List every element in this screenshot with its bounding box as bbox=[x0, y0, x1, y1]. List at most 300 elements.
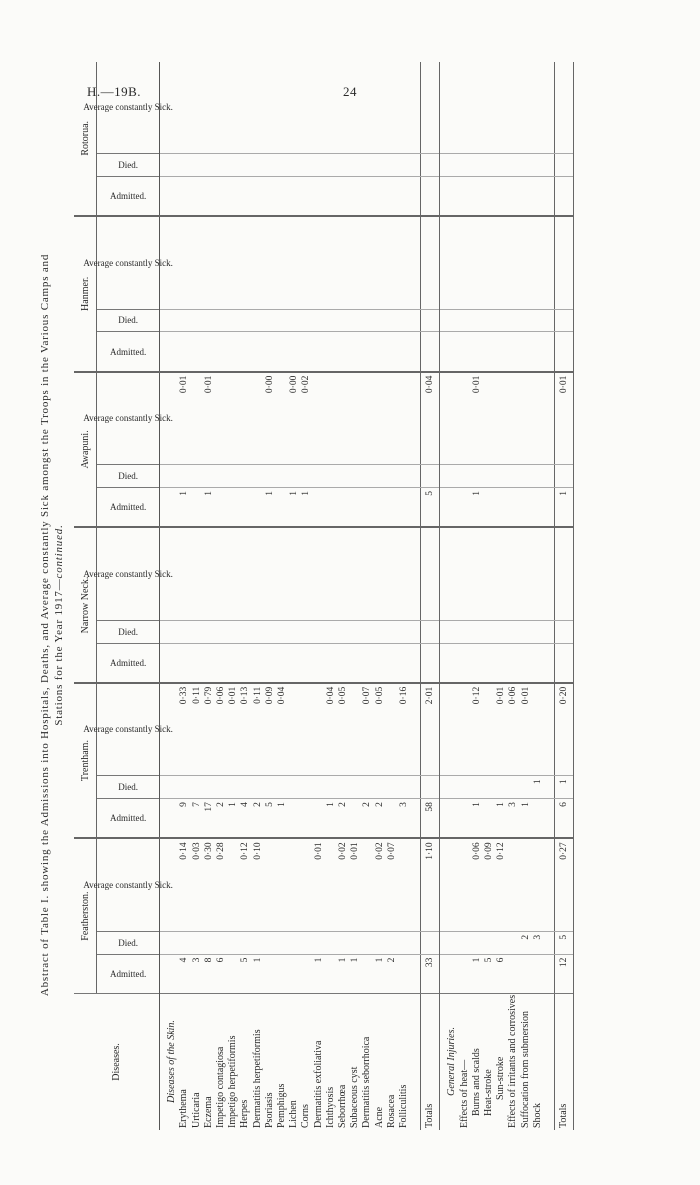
table-cell bbox=[227, 776, 239, 799]
table-cell bbox=[532, 838, 544, 931]
table-cell bbox=[421, 62, 440, 154]
table-cell: 6 bbox=[215, 954, 227, 993]
table-cell bbox=[555, 154, 574, 177]
table-cell bbox=[337, 776, 349, 799]
table-cell bbox=[264, 154, 276, 177]
table-cell bbox=[191, 527, 203, 620]
table-cell: 4 bbox=[239, 799, 251, 839]
table-cell bbox=[349, 372, 361, 465]
table-cell: 12 bbox=[555, 954, 574, 993]
table-cell bbox=[532, 620, 544, 643]
table-cell: 0·01 bbox=[203, 372, 215, 465]
table-cell bbox=[520, 216, 532, 309]
table-cell bbox=[160, 154, 179, 177]
table-cell bbox=[325, 487, 337, 527]
table-cell bbox=[410, 799, 421, 839]
table-cell bbox=[398, 372, 410, 465]
table-cell bbox=[459, 954, 471, 993]
table-cell: 0·01 bbox=[555, 372, 574, 465]
table-cell bbox=[361, 176, 373, 216]
column-subheader-label: Average constantly Sick. bbox=[83, 413, 173, 424]
table-cell bbox=[440, 838, 459, 931]
table-cell bbox=[203, 309, 215, 332]
table-cell: 0·05 bbox=[337, 683, 349, 776]
table-cell bbox=[313, 372, 325, 465]
table-cell bbox=[160, 465, 179, 488]
table-cell bbox=[386, 176, 398, 216]
table-cell bbox=[178, 465, 190, 488]
table-cell bbox=[349, 62, 361, 154]
table-cell: 1 bbox=[471, 487, 483, 527]
table-cell bbox=[264, 954, 276, 993]
table-cell bbox=[313, 216, 325, 309]
table-cell bbox=[386, 372, 398, 465]
table-cell bbox=[203, 332, 215, 372]
table-cell bbox=[215, 487, 227, 527]
table-cell bbox=[300, 620, 312, 643]
table-cell bbox=[178, 62, 190, 154]
table-cell bbox=[160, 309, 179, 332]
table-cell bbox=[252, 527, 264, 620]
spacer-row bbox=[544, 62, 555, 1130]
table-cell bbox=[471, 643, 483, 683]
table-cell bbox=[483, 487, 495, 527]
table-cell bbox=[544, 683, 555, 776]
table-cell bbox=[239, 216, 251, 309]
table-cell bbox=[160, 643, 179, 683]
table-cell bbox=[374, 309, 386, 332]
table-cell: 3 bbox=[191, 954, 203, 993]
table-cell bbox=[276, 643, 288, 683]
table-cell bbox=[532, 154, 544, 177]
sick-table bbox=[74, 62, 574, 1130]
table-cell bbox=[313, 799, 325, 839]
disease-name: Effects of irritants and corrosives bbox=[507, 994, 519, 1128]
table-cell bbox=[532, 643, 544, 683]
table-cell: 0·05 bbox=[374, 683, 386, 776]
table-cell: 1 bbox=[532, 776, 544, 799]
table-cell: 0·11 bbox=[252, 683, 264, 776]
table-cell: 5 bbox=[555, 931, 574, 954]
table-cell: 0·04 bbox=[276, 683, 288, 776]
table-cell bbox=[421, 309, 440, 332]
table-cell bbox=[459, 372, 471, 465]
column-subheader-label: Admitted. bbox=[110, 968, 147, 979]
table-cell bbox=[349, 643, 361, 683]
table-cell bbox=[239, 309, 251, 332]
table-cell: 2 bbox=[386, 954, 398, 993]
table-cell: 0·30 bbox=[203, 838, 215, 931]
table-cell bbox=[227, 154, 239, 177]
table-cell bbox=[544, 372, 555, 465]
table-cell bbox=[507, 776, 519, 799]
table-cell bbox=[288, 216, 300, 309]
table-cell bbox=[483, 620, 495, 643]
table-cell bbox=[398, 332, 410, 372]
table-cell bbox=[300, 683, 312, 776]
table-cell bbox=[495, 309, 507, 332]
table-cell bbox=[386, 620, 398, 643]
table-cell bbox=[374, 176, 386, 216]
table-cell bbox=[191, 309, 203, 332]
table-cell bbox=[337, 332, 349, 372]
table-cell bbox=[264, 62, 276, 154]
table-cell bbox=[313, 332, 325, 372]
table-cell bbox=[459, 487, 471, 527]
table-cell: 0·02 bbox=[374, 838, 386, 931]
table-cell bbox=[191, 776, 203, 799]
table-cell bbox=[252, 487, 264, 527]
table-cell bbox=[459, 799, 471, 839]
table-cell bbox=[160, 487, 179, 527]
table-cell bbox=[410, 216, 421, 309]
table-cell bbox=[239, 487, 251, 527]
table-cell bbox=[398, 487, 410, 527]
table-cell: 0·04 bbox=[325, 683, 337, 776]
table-cell: 0·01 bbox=[349, 838, 361, 931]
table-cell bbox=[440, 776, 459, 799]
table-cell bbox=[440, 931, 459, 954]
table-cell bbox=[288, 332, 300, 372]
table-cell bbox=[398, 216, 410, 309]
table-cell bbox=[215, 216, 227, 309]
table-cell bbox=[337, 62, 349, 154]
table-cell bbox=[313, 309, 325, 332]
table-row bbox=[398, 62, 410, 1130]
table-cell bbox=[495, 154, 507, 177]
table-cell bbox=[495, 332, 507, 372]
table-cell bbox=[520, 465, 532, 488]
station-header: Rotorua. bbox=[74, 62, 97, 217]
table-cell bbox=[483, 216, 495, 309]
disease-name: Seborrhœa bbox=[337, 993, 349, 1130]
table-cell bbox=[483, 309, 495, 332]
table-cell bbox=[520, 643, 532, 683]
table-cell bbox=[276, 620, 288, 643]
disease-name: Eczema bbox=[203, 993, 215, 1130]
table-cell: 0·11 bbox=[191, 683, 203, 776]
table-cell bbox=[532, 62, 544, 154]
table-cell bbox=[288, 527, 300, 620]
column-subheader-label: Admitted. bbox=[110, 501, 147, 512]
table-cell bbox=[398, 154, 410, 177]
table-cell: 0·13 bbox=[239, 683, 251, 776]
table-cell bbox=[507, 527, 519, 620]
totals-row bbox=[555, 62, 574, 1130]
table-cell bbox=[227, 643, 239, 683]
table-cell bbox=[325, 309, 337, 332]
station-header: Trentham. bbox=[74, 683, 97, 839]
table-cell bbox=[386, 527, 398, 620]
table-cell bbox=[288, 776, 300, 799]
column-subheader-label: Admitted. bbox=[110, 190, 147, 201]
table-cell bbox=[555, 62, 574, 154]
table-cell bbox=[386, 931, 398, 954]
spacer-row bbox=[410, 62, 421, 1130]
table-cell: 0·20 bbox=[555, 683, 574, 776]
table-cell bbox=[178, 776, 190, 799]
table-cell bbox=[276, 487, 288, 527]
diseases-column-header: Diseases. bbox=[74, 993, 160, 1130]
table-cell bbox=[227, 309, 239, 332]
table-cell bbox=[160, 620, 179, 643]
table-cell: 2 bbox=[215, 799, 227, 839]
table-cell bbox=[555, 309, 574, 332]
table-row bbox=[264, 62, 276, 1130]
table-cell bbox=[410, 776, 421, 799]
table-cell bbox=[520, 154, 532, 177]
disease-name: Urticaria bbox=[191, 993, 203, 1130]
table-cell bbox=[300, 838, 312, 931]
table-cell bbox=[178, 527, 190, 620]
table-cell bbox=[252, 465, 264, 488]
table-cell bbox=[191, 643, 203, 683]
table-cell bbox=[459, 931, 471, 954]
table-cell bbox=[313, 776, 325, 799]
table-cell bbox=[374, 216, 386, 309]
table-cell bbox=[203, 465, 215, 488]
table-cell: 0·79 bbox=[203, 683, 215, 776]
table-row bbox=[507, 62, 519, 1130]
column-subheader bbox=[97, 954, 160, 993]
disease-name: Impetigo contagiosa bbox=[215, 993, 227, 1130]
disease-name: Sun-stroke bbox=[495, 993, 507, 1130]
table-cell bbox=[507, 332, 519, 372]
table-cell bbox=[544, 838, 555, 931]
table-cell bbox=[361, 465, 373, 488]
table-cell bbox=[300, 62, 312, 154]
table-cell bbox=[544, 931, 555, 954]
table-cell bbox=[520, 487, 532, 527]
table-cell bbox=[191, 62, 203, 154]
table-cell bbox=[386, 776, 398, 799]
table-row bbox=[374, 62, 386, 1130]
table-cell bbox=[555, 216, 574, 309]
table-row bbox=[191, 62, 203, 1130]
table-cell bbox=[421, 620, 440, 643]
table-cell bbox=[300, 643, 312, 683]
table-cell bbox=[288, 954, 300, 993]
table-row bbox=[532, 62, 544, 1130]
table-cell: 1 bbox=[374, 954, 386, 993]
table-cell bbox=[337, 309, 349, 332]
table-cell bbox=[349, 465, 361, 488]
table-cell bbox=[421, 332, 440, 372]
table-cell bbox=[300, 154, 312, 177]
table-cell bbox=[191, 372, 203, 465]
column-subheader-label: Average constantly Sick. bbox=[83, 880, 173, 891]
table-cell: 1 bbox=[555, 776, 574, 799]
table-cell bbox=[520, 776, 532, 799]
table-cell bbox=[507, 487, 519, 527]
table-row bbox=[361, 62, 373, 1130]
disease-name: Totals bbox=[421, 993, 440, 1130]
table-cell bbox=[421, 527, 440, 620]
table-cell bbox=[227, 527, 239, 620]
table-cell bbox=[532, 487, 544, 527]
table-cell bbox=[239, 372, 251, 465]
table-cell bbox=[276, 838, 288, 931]
table-cell bbox=[471, 465, 483, 488]
column-subheader-label: Died. bbox=[118, 782, 139, 793]
table-cell bbox=[264, 332, 276, 372]
table-cell bbox=[544, 62, 555, 154]
table-cell bbox=[276, 931, 288, 954]
table-cell bbox=[483, 154, 495, 177]
table-cell: 1 bbox=[288, 487, 300, 527]
table-row bbox=[252, 62, 264, 1130]
table-cell bbox=[555, 332, 574, 372]
table-cell: 0·01 bbox=[178, 372, 190, 465]
table-cell bbox=[410, 954, 421, 993]
table-cell bbox=[276, 216, 288, 309]
table-cell bbox=[325, 372, 337, 465]
table-cell bbox=[410, 683, 421, 776]
table-cell: 1 bbox=[203, 487, 215, 527]
table-cell bbox=[361, 216, 373, 309]
table-cell bbox=[374, 332, 386, 372]
table-cell bbox=[300, 332, 312, 372]
table-cell bbox=[325, 620, 337, 643]
table-cell: 8 bbox=[203, 954, 215, 993]
table-cell bbox=[483, 62, 495, 154]
table-cell bbox=[532, 309, 544, 332]
table-cell bbox=[227, 931, 239, 954]
column-subheader-label: Admitted. bbox=[110, 657, 147, 668]
table-cell bbox=[349, 309, 361, 332]
table-cell bbox=[555, 176, 574, 216]
table-cell bbox=[398, 838, 410, 931]
table-cell bbox=[459, 309, 471, 332]
table-cell bbox=[544, 527, 555, 620]
disease-name: Shock bbox=[532, 993, 544, 1130]
table-cell bbox=[471, 154, 483, 177]
table-cell: 0·01 bbox=[495, 683, 507, 776]
table-cell bbox=[361, 776, 373, 799]
table-row bbox=[276, 62, 288, 1130]
column-subheader-label: Admitted. bbox=[110, 346, 147, 357]
table-cell bbox=[227, 620, 239, 643]
table-cell bbox=[421, 643, 440, 683]
table-cell bbox=[440, 465, 459, 488]
table-cell: 0·27 bbox=[555, 838, 574, 931]
table-cell: 1 bbox=[555, 487, 574, 527]
table-cell: 1 bbox=[471, 799, 483, 839]
table-row bbox=[239, 62, 251, 1130]
table-cell bbox=[276, 465, 288, 488]
disease-name: Dermatitis herpetiformis bbox=[252, 993, 264, 1130]
table-cell bbox=[252, 372, 264, 465]
table-cell bbox=[471, 620, 483, 643]
table-cell bbox=[532, 332, 544, 372]
table-cell bbox=[160, 931, 179, 954]
table-cell bbox=[178, 332, 190, 372]
disease-name: Suffocation from submersion bbox=[520, 993, 532, 1130]
disease-name: Heat-stroke bbox=[483, 993, 495, 1130]
table-row bbox=[459, 62, 471, 1130]
table-cell bbox=[239, 332, 251, 372]
table-cell bbox=[337, 487, 349, 527]
table-cell bbox=[203, 154, 215, 177]
table-cell bbox=[160, 776, 179, 799]
table-cell: 1 bbox=[313, 954, 325, 993]
table-cell bbox=[532, 954, 544, 993]
station-header: Narrow Neck. bbox=[74, 527, 97, 683]
station-header: Featherston. bbox=[74, 838, 97, 993]
subheader-row bbox=[97, 62, 160, 1130]
table-cell: 5 bbox=[239, 954, 251, 993]
table-cell bbox=[544, 154, 555, 177]
table-cell: 3 bbox=[532, 931, 544, 954]
table-cell bbox=[313, 487, 325, 527]
table-cell bbox=[178, 154, 190, 177]
table-cell bbox=[459, 838, 471, 931]
table-cell bbox=[483, 332, 495, 372]
station-header: Awapuni. bbox=[74, 372, 97, 528]
report-code: H.—19B. bbox=[87, 84, 142, 99]
table-cell bbox=[507, 176, 519, 216]
table-cell: 33 bbox=[421, 954, 440, 993]
table-cell: 1 bbox=[520, 799, 532, 839]
column-subheader bbox=[97, 309, 160, 332]
table-cell bbox=[532, 527, 544, 620]
table-cell: 4 bbox=[178, 954, 190, 993]
table-cell bbox=[410, 465, 421, 488]
table-cell bbox=[507, 838, 519, 931]
table-cell: 2 bbox=[374, 799, 386, 839]
table-cell bbox=[252, 332, 264, 372]
table-cell: 0·04 bbox=[421, 372, 440, 465]
table-cell bbox=[313, 62, 325, 154]
table-cell bbox=[495, 620, 507, 643]
table-cell bbox=[252, 216, 264, 309]
table-cell bbox=[300, 527, 312, 620]
disease-name: Effects of heat— bbox=[459, 993, 471, 1130]
table-cell bbox=[507, 62, 519, 154]
table-cell: 0·12 bbox=[471, 683, 483, 776]
table-cell bbox=[544, 487, 555, 527]
table-cell: 0·14 bbox=[178, 838, 190, 931]
table-cell bbox=[386, 309, 398, 332]
table-cell bbox=[239, 776, 251, 799]
table-cell bbox=[421, 154, 440, 177]
table-cell: 1 bbox=[227, 799, 239, 839]
table-cell bbox=[421, 216, 440, 309]
table-cell bbox=[471, 776, 483, 799]
table-cell bbox=[191, 931, 203, 954]
table-cell bbox=[555, 465, 574, 488]
table-cell bbox=[215, 931, 227, 954]
column-subheader-label: Died. bbox=[118, 626, 139, 637]
table-cell bbox=[520, 309, 532, 332]
table-cell bbox=[300, 216, 312, 309]
table-cell bbox=[410, 643, 421, 683]
section-row bbox=[160, 62, 179, 1130]
table-cell: 1 bbox=[337, 954, 349, 993]
table-cell bbox=[252, 309, 264, 332]
table-cell bbox=[227, 216, 239, 309]
table-cell bbox=[264, 176, 276, 216]
table-cell bbox=[544, 216, 555, 309]
disease-name: Rosacea bbox=[386, 993, 398, 1130]
table-cell bbox=[325, 465, 337, 488]
table-cell: 1 bbox=[471, 954, 483, 993]
table-cell bbox=[495, 465, 507, 488]
table-cell bbox=[313, 465, 325, 488]
table-cell bbox=[300, 931, 312, 954]
table-cell bbox=[520, 372, 532, 465]
table-cell bbox=[421, 931, 440, 954]
